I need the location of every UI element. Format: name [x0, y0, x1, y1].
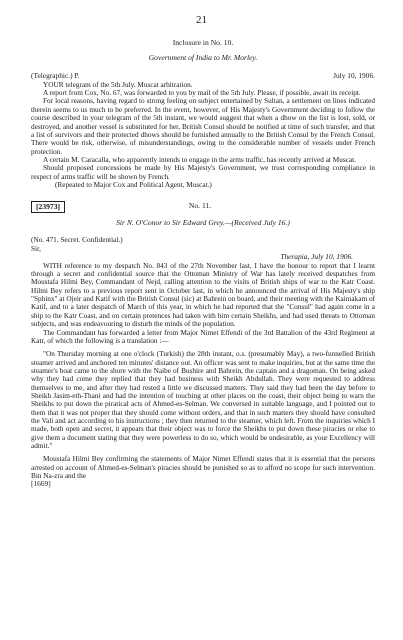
salutation: Sir,: [31, 244, 41, 253]
inclosure-subheading: Government of India to Mr. Morley.: [148, 53, 258, 62]
page-content: [31, 38, 375, 489]
footer-code: [1669]: [31, 479, 51, 489]
document-ref: [23973]: [31, 201, 65, 213]
page-number: 21: [196, 14, 207, 26]
place-date: Therapia, July 10, 1906.: [280, 251, 353, 261]
telegraph-date: July 10, 1906.: [333, 71, 375, 80]
paragraph: For local reasons, having regard to strong feeling on subject entertained by Sultan, a settlement on lines indicated therein seems to us much to be preferred. In the event, however, of His Majesty's Government deciding to follow the course described in your telegram of the 5th instant, we would suggest that when a dhow on the list is lost, sold, or destroyed, and another vessel is substituted for her, British Consul should be notified at time of such transfer, and that a list of survivors and their protected dhows should be furnished annually to the British Consul by the French Consul. There would be risk, otherwise, of misunderstandings, owing to the considerable number of vessels under French protection.: [31, 97, 375, 156]
despatch-subheading: Sir N. O'Conor to Sir Edward Grey.—(Received July 16.): [116, 218, 290, 228]
paragraph: WITH reference to my despatch No. 843 of the 27th November last, I have the honour to report that I learnt through a secret and confidential source that the Ottoman Ministry of War has lately received despatches from Moustafa Hilmi Bey, Commandant of Nejd, calling attention to the visits of British ships of war to the Katr Coast. Hilmi Bey refers to a previous report sent in October last, in which he announced the arrival of His Majesty's ship "Sphinx" at Ojeir and Katif with the British Consul (sic) at Bahrein on board, and their meeting with the Kaimakam of Katif, and to a later despatch of March of this year, in which he had reported that the "Consul" had again come in a ship to the Katr Coast, and on certain pretences had taken with him certain Sheikhs, and had used threats to Ottoman subjects, and was endeavouring to disturb the minds of the population.: [31, 261, 375, 329]
paragraph: A report from Cox, No. 67, was forwarded to you by mail of the 5th July. Please, if possible, await its receipt.: [43, 89, 361, 98]
paragraph: YOUR telegram of the 5th July. Muscat arbitration.: [43, 80, 193, 89]
telegraph-label: (Telegraphic.) P.: [31, 71, 80, 80]
despatch-header-line: (No. 471. Secret. Confidential.): [31, 236, 123, 245]
place-date-row: [31, 253, 375, 262]
paragraph: A certain M. Caracalla, who apparently intends to engage in the arms traffic, has recently arrived at Muscat.: [43, 155, 356, 164]
quoted-translation: "On Thursday morning at one o'clock (Turkish) the 28th instant, o.s. (presumably May), a two-funnelled British steamer arrived and anchored ten minutes' distance out. An officer was sent to make inquiries, but at the same time the steamer's boat came to the shore with the Naibe of Bushire and Bahrein, the captain and a dragoman. On being asked why they had come they replied that they had business with Sheikh Abdullah. They were requested to address themselves to me, and after they had rested a little we discussed matters. They said they had been the day before to Sheikh Jasim-eth-Thani and had the intention of touching at other places on the coast, their object being to warn the Sheikhs to put down the piratical acts of Ahmed-es-Selman. We conversed in suitable language, and I pointed out to them that it was not proper that they should come without orders, and that in such matters they should have consulted the Vali and act according to his instructions ; they then returned to the steamer, which left. From the inquiries which I made, both open and secret, it appears that their object was to force the Sheikhs to put down these piracies or else to give them a document stating that they were powerless to do so, which would be undesirable, as your Excellency will admit.": [31, 350, 375, 450]
document-number: No. 11.: [188, 201, 212, 211]
document-ref-row: [31, 201, 375, 213]
paragraph: The Commandant has forwarded a letter from Major Nimet Effendi of the 3rd Battalion of the 43rd Regiment at Katr, of which the following is a translation :—: [31, 328, 375, 345]
paragraph: (Repeated to Major Cox and Political Agent, Muscat.): [55, 180, 212, 189]
telegraph-row: [31, 72, 375, 81]
paragraph: Moustafa Hilmi Bey confirming the statements of Major Nimet Effendi states that it is essential that the persons arrested on account of Ahmed-es-Selman's piracies should be punished so as to afford no scope for such intervention. Bin Na-zra and the: [31, 455, 375, 480]
inclosure-heading: Inclosure in No. 10.: [172, 38, 234, 47]
paragraph: Should proposed concessions be made by His Majesty's Government, we trust corresponding compliance in respect of arms traffic will be shown by French.: [31, 164, 375, 181]
